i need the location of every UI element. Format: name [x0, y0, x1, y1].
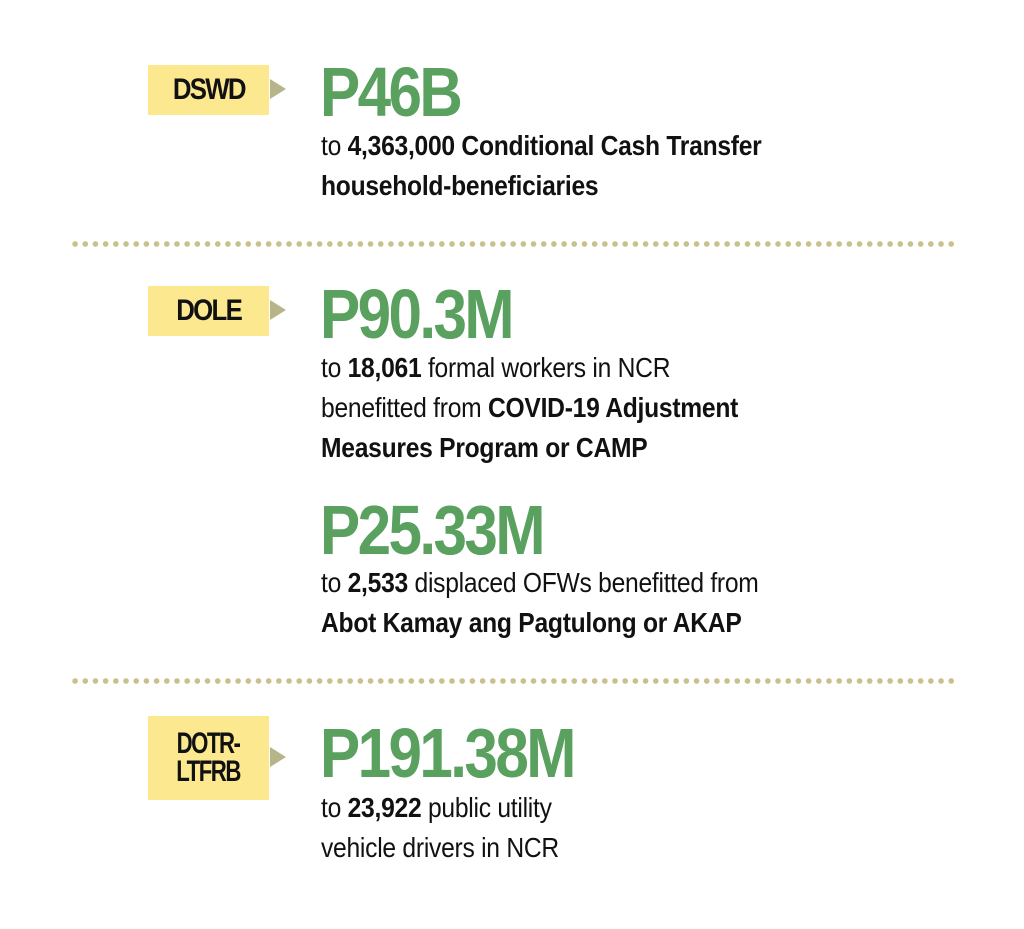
agency-label: DSWD: [172, 73, 245, 106]
description-line: benefitted from COVID-19 Adjustment: [321, 392, 739, 423]
description-line: to 4,363,000 Conditional Cash Transfer: [321, 130, 762, 161]
agency-tag-dole: [148, 286, 269, 336]
agency-tag-dswd: [148, 65, 269, 115]
dotted-divider: [70, 678, 954, 684]
amount-dole-akap: P25.33M: [320, 491, 543, 569]
agency-tag-dotr-ltfrb: [148, 716, 269, 800]
pointer-arrow-icon: [270, 300, 286, 320]
description-dswd: [321, 126, 884, 206]
amount-dswd: P46B: [320, 53, 461, 131]
description-line: to 23,922 public utility: [321, 792, 552, 823]
agency-label: DOLE: [176, 294, 241, 327]
dotted-divider: [70, 241, 954, 247]
description-line: household-beneficiaries: [321, 170, 599, 201]
pointer-arrow-icon: [270, 747, 286, 767]
description-line: to 2,533 displaced OFWs benefitted from: [321, 567, 759, 598]
description-line: Abot Kamay ang Pagtulong or AKAP: [321, 607, 742, 638]
description-line: to 18,061 formal workers in NCR: [321, 352, 671, 383]
pointer-arrow-icon: [270, 79, 286, 99]
agency-label-line: LTFRB: [176, 755, 241, 788]
description-dole-camp: [321, 348, 884, 468]
description-line: Measures Program or CAMP: [321, 432, 648, 463]
agency-label: [171, 727, 245, 788]
amount-dotr-ltfrb: P191.38M: [320, 714, 574, 792]
description-line: vehicle drivers in NCR: [321, 832, 559, 863]
amount-dole-camp: P90.3M: [320, 275, 512, 353]
agency-label-line: DOTR-: [177, 727, 240, 761]
description-dole-akap: [321, 563, 884, 643]
description-dotr-ltfrb: [321, 788, 884, 868]
